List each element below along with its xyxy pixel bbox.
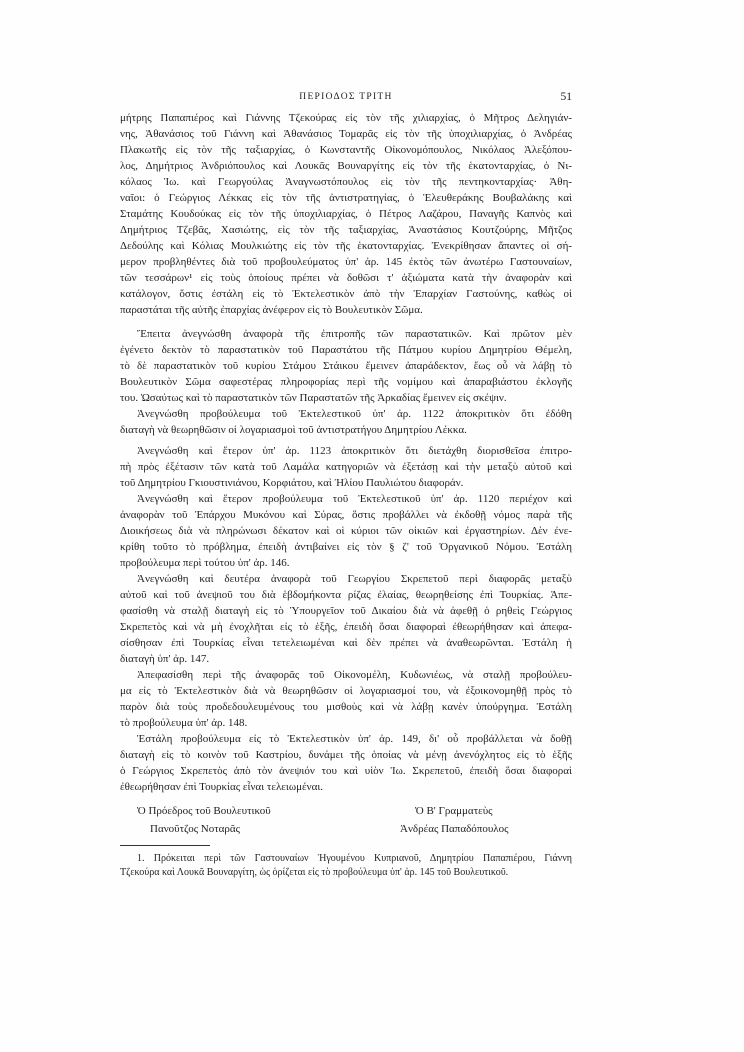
signature-block-president bbox=[137, 802, 271, 838]
text-line: τῶν τεσσάρων¹ εἰς τοὺς ὁποίους πρέπει νὰ δοθῶσι τ' ἀξιώματα κατὰ τὴν ἀναφορὰν καὶ bbox=[120, 272, 572, 284]
text-line: του. Ὡσαύτως καὶ τὸ παραστατικὸν τῶν Παραστατῶν τῆς Ἀρκαδίας ἔμεινεν εἰς σκέψιν. bbox=[120, 392, 507, 404]
paragraph bbox=[120, 110, 572, 318]
text-line: ἐγένετο δεκτὸν τὸ παραστατικὸν τοῦ Παραστάτου τῆς Πάτμου κυρίου Δημητρίου Θέμελη, bbox=[120, 344, 572, 356]
footnote-line: Τζεκούρα καὶ Λουκᾶ Βουναργίτη, ὡς ὁρίζεται εἰς τὸ προβούλευμα ὑπ' ἀρ. 145 τοῦ Βουλευτικοῦ. bbox=[120, 867, 509, 878]
text-line: Δημήτριος Τζεβᾶς, Χασιώτης, εἰς τὸν τῆς ταξιαρχίας, Ἀναστάσιος Κουτζούρης, Μῆτζος bbox=[120, 224, 572, 236]
text-line: Βουλευτικὸν Σῶμα σαφεστέρας πληροφορίας περὶ τῆς νομίμου καὶ ἀπαραβιάστου ἐκλογῆς bbox=[120, 376, 572, 388]
running-title: ΠΕΡΙΟΔΟΣ ΤΡΙΤΗ bbox=[299, 92, 393, 102]
text-line: κρίθη τοῦτο τὸ πρόβλημα, ἐπειδὴ ἀντιβαίνει εἰς τὸν § ζ' τοῦ Ὀργανικοῦ Νόμου. Ἐστάλη bbox=[120, 541, 572, 553]
text-line: παρὸν διὰ τοὺς προδεδουλευμένους του μισθοὺς καὶ νὰ λάβῃ κανὲν ὑπούργημα. Ἐστάλη bbox=[120, 701, 572, 713]
signature-title: Ὁ Β' Γραμματεὺς bbox=[415, 805, 493, 817]
paragraph bbox=[120, 491, 572, 571]
text-line: ἀναφορὰν τοῦ Ἐπάρχου Μυκόνου καὶ Σύρας, ὅστις προβάλλει νὰ ἐκδοθῇ νόμος παρὰ τῆς bbox=[120, 509, 572, 521]
text-line: Διοικήσεως διὰ νὰ πληρώνωσι δέκατον καὶ οἱ κύριοι τῶν οἰκιῶν καὶ ἐργαστηρίων. Δὲν ἐνε- bbox=[120, 525, 572, 537]
paragraph bbox=[120, 326, 572, 406]
main-text bbox=[120, 110, 572, 795]
paragraph bbox=[120, 571, 572, 667]
paragraph bbox=[120, 667, 572, 731]
text-line: προβούλευμα περὶ τούτου ὑπ' ἀρ. 146. bbox=[120, 557, 290, 569]
text-line: ἐθεωρήθησαν ἐπὶ Τουρκίας εἶναι τελειωμέναι. bbox=[120, 781, 324, 793]
footnote bbox=[120, 852, 572, 880]
text-line: παραστάται τῆς αὐτῆς ἐπαρχίας ἀνέφερον εἰς τὸ Βουλευτικὸν Σῶμα. bbox=[120, 304, 423, 316]
text-line: διαταγὴ νὰ θεωρηθῶσιν οἱ λογαριασμοὶ τοῦ ἀντιστρατήγου Δημητρίου Λέκκα. bbox=[120, 424, 467, 436]
text-line: Ἀνεγνώσθη προβούλευμα τοῦ Ἐκτελεστικοῦ ὑπ' ἀρ. 1122 ἀποκριτικὸν ὅτι ἐδόθη bbox=[137, 408, 572, 420]
text-line: κατάλογον, ὅστις ἐστάλη εἰς τὸ Ἐκτελεστικὸν ἀπὸ τὴν Ἐπαρχίαν Γαστούνης, καθὼς οἱ bbox=[120, 288, 572, 300]
text-line: τὸ δὲ παραστατικὸν τοῦ κυρίου Στάμου Στάικου ἔμεινεν ἀπαράδεκτον, ἕως οὗ νὰ λάβῃ τὸ bbox=[120, 360, 572, 372]
text-line: Πλακωτῆς εἰς τὸν τῆς ταξιαρχίας, ὁ Κωνσταντῆς Οἰκονομόπουλος, Νικόλαος Ἀλεξόπου- bbox=[120, 144, 572, 156]
text-line: σίσθησαν ἐπὶ Τουρκίας εἶναι τετελειωμέναι καὶ δὲν πρέπει νὰ ἀναθεωρῶνται. Ἐστάλη ἡ bbox=[120, 637, 572, 649]
text-line: τοῦ Δημητρίου Γκιουστινιάνου, Κορφιάτου, καὶ Ἠλίου Παυλιώτου διαφοράν. bbox=[120, 477, 464, 489]
text-line: κόλαος Ἰω. καὶ Γεωργούλας Ἀναγνωστόπουλος εἰς τὸν τῆς πεντηκονταρχίας· Ἀθη- bbox=[120, 176, 572, 188]
running-head bbox=[120, 90, 572, 104]
signature-block-secretary bbox=[400, 802, 508, 838]
paragraph bbox=[120, 731, 572, 795]
page-number: 51 bbox=[560, 91, 572, 103]
text-line: νης, Ἀθανάσιος τοῦ Γιάννη καὶ Ἀθανάσιος Τομαρᾶς εἰς τὸν τῆς ὑποχιλιαρχίας, ὁ Ἀνδρέας bbox=[120, 128, 572, 140]
signature-title: Ὁ Πρόεδρος τοῦ Βουλευτικοῦ bbox=[137, 805, 271, 817]
signature-name: Ἀνδρέας Παπαδόπουλος bbox=[400, 823, 509, 835]
text-line: Ἀνεγνώσθη καὶ ἕτερον ὑπ' ἀρ. 1123 ἀποκριτικὸν ὅτι διετάχθη διορισθεῖσα ἐπιτρο- bbox=[137, 445, 572, 457]
text-line: Ἀπεφασίσθη περὶ τῆς ἀναφορᾶς τοῦ Οἰκονομέλη, Κυδωνιέως, νὰ σταλῇ προβούλευ- bbox=[137, 669, 572, 681]
text-line: διαταγὴ εἰς τὸ κοινὸν τοῦ Καστρίου, δυνάμει τῆς ὁποίας νὰ μένῃ ἀνενόχλητος εἰς τὸ ἑξῆς bbox=[120, 749, 572, 761]
text-line: τὸ προβούλευμα ὑπ' ἀρ. 148. bbox=[120, 717, 248, 729]
text-line: μήτρης Παπαπιέρος καὶ Γιάννης Τζεκούρας εἰς τὸν τῆς χιλιαρχίας, ὁ Μῆτρος Δεληγιάν- bbox=[120, 112, 572, 124]
footnote-line: 1. Πρόκειται περὶ τῶν Γαστουναίων Ἡγουμένου Κυπριανοῦ, Δημητρίου Παπαπιέρου, Γιάννη bbox=[137, 853, 572, 864]
text-line: Δεδούλης καὶ Κόλιας Μουλκιώτης εἰς τὸν τῆς ἑκατονταρχίας. Ἐνεκρίθησαν ἅπαντες οἱ σή- bbox=[120, 240, 572, 252]
footnote-rule bbox=[120, 845, 210, 846]
text-line: ναῖοι: ὁ Γεώργιος Λέκκας εἰς τὸν τῆς ἀντιστρατηγίας, ὁ Ἐλευθεράκης Βουβαλάκης καὶ bbox=[120, 192, 572, 204]
text-line: αὐτοῦ καὶ τοῦ ἀνεψιοῦ του διὰ ἑβδομήκοντα ρίζας ἐλαίας, θεωρηθείσης ἐπὶ Τουρκίας. Ἀπε- bbox=[120, 589, 572, 601]
text-line: Σταμάτης Κουδούκας εἰς τὸν τῆς ὑποχιλιαρχίας, ὁ Πέτρος Λαζάρου, Παναγῆς Καπνὸς καὶ bbox=[120, 208, 572, 220]
text-line: μα εἰς τὸ Ἐκτελεστικὸν διὰ νὰ θεωρηθῶσιν οἱ λογαριασμοί του, νὰ ἐξοικονομηθῇ πρὸς τὸ bbox=[120, 685, 572, 697]
text-line: Ἀνεγνώσθη καὶ δευτέρα ἀναφορὰ τοῦ Γεωργίου Σκρεπετοῦ περὶ διαφορᾶς μεταξὺ bbox=[137, 573, 572, 585]
text-line: Ἀνεγνώσθη καὶ ἕτερον προβούλευμα τοῦ Ἐκτελεστικοῦ ὑπ' ἀρ. 1120 περιέχον καὶ bbox=[137, 493, 572, 505]
text-line: Ἔπειτα ἀνεγνώσθη ἀναφορὰ τῆς ἐπιτροπῆς τῶν παραστατικῶν. Καὶ πρῶτον μὲν bbox=[137, 328, 572, 340]
text-line: μερον προβληθέντες διὰ τοῦ προβουλεύματος ὑπ' ἀρ. 145 ἐκτὸς τῶν ἀνωτέρω Γαστουναίων, bbox=[120, 256, 572, 268]
paragraph bbox=[120, 406, 572, 438]
text-line: διαταγὴ ὑπ' ἀρ. 147. bbox=[120, 653, 210, 665]
text-line: Ἐστάλη προβούλευμα εἰς τὸ Ἐκτελεστικὸν ὑπ' ἀρ. 149, δι' οὗ προβάλλεται νὰ δοθῇ bbox=[137, 733, 572, 745]
text-line: Σκρεπετὸς καὶ νὰ μὴ ἐνοχλῆται εἰς τὸ ἑξῆς, ἐπειδὴ ὅσαι διαφοραὶ ἐθεωρήθησαν καὶ ἀπεφα- bbox=[120, 621, 572, 633]
text-line: ὁ Γεώργιος Σκρεπετὸς ἀπὸ τὸν ἀνεψιόν του καὶ υἱὸν Ἰω. Σκρεπετοῦ, ἐπειδὴ ὅσαι διαφοραὶ bbox=[120, 765, 572, 777]
text-line: φασίσθη νὰ σταλῇ διαταγὴ εἰς τὸ Ὑπουργεῖον τοῦ Δικαίου διὰ νὰ ἀφεθῇ ὁ ρηθεὶς Γεώργιος bbox=[120, 605, 572, 617]
text-line: πὴ πρὸς ἐξέτασιν τῶν κατὰ τοῦ Λαμάλα κατηγοριῶν νὰ ἐξετάσῃ καὶ τὴν μεταξὺ αὐτοῦ καὶ bbox=[120, 461, 572, 473]
signature-name: Πανοῦτζος Νοταρᾶς bbox=[150, 823, 241, 835]
paragraph bbox=[120, 443, 572, 491]
text-line: λος, Δημήτριος Ἀνδριόπουλος καὶ Λουκᾶς Βουναργίτης εἰς τὸν τῆς ἑκατονταρχίας, ὁ Νι- bbox=[120, 160, 572, 172]
